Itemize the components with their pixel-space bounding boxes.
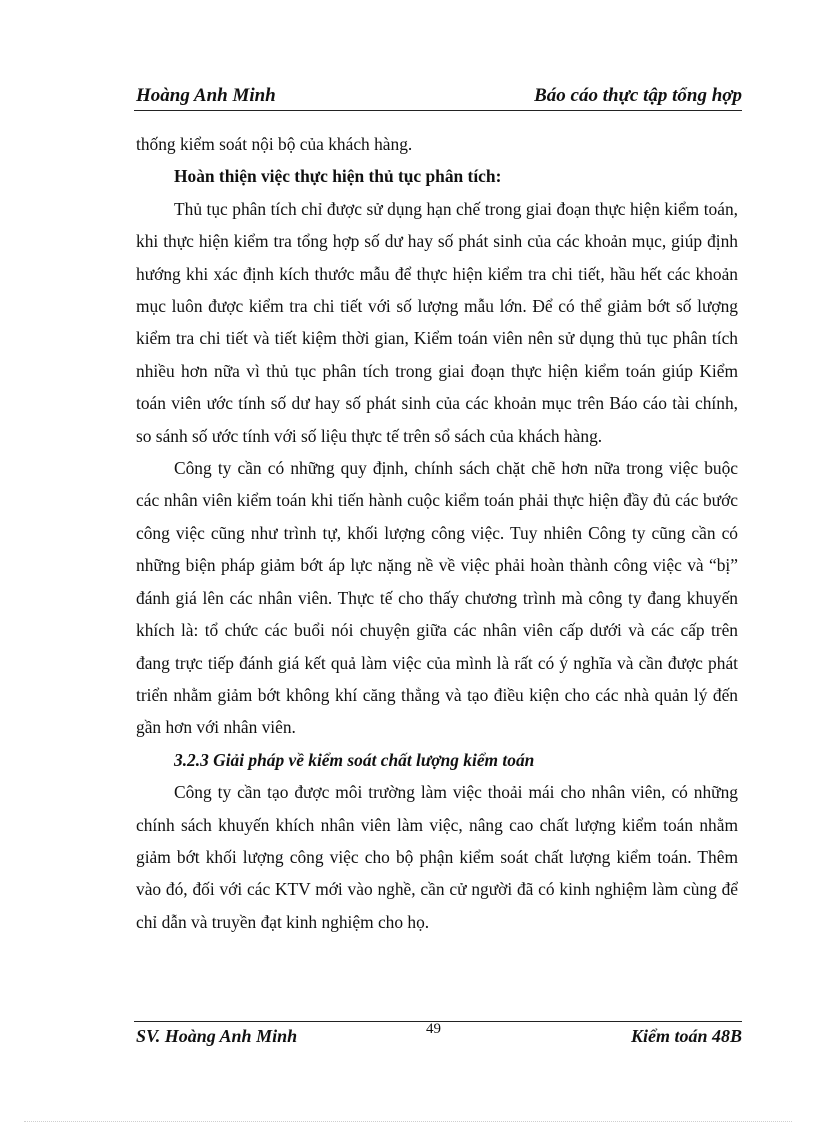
header-report-title: Báo cáo thực tập tổng hợp [534,85,742,106]
paragraph-continuation: thống kiểm soát nội bộ của khách hàng. [136,134,413,154]
page-header [134,80,742,111]
page-number: 49 [426,1021,441,1037]
paragraph-company-policies: Công ty cần có những quy định, chính sách chặt chẽ hơn nữa trong việc buộc các nhân viên kiểm toán khi tiến hành cuộc kiểm toán phải thực hiện đầy đủ các bước công việc cũng như trình tự, khối lượng công việc. Tuy nhiên Công ty cũng cần có những biện pháp giảm bớt áp lực nặng nề về việc phải hoàn thành công việc và “bị” đánh giá lên các nhân viên. Thực tế cho thấy chương trình mà công ty đang khuyến khích là: tổ chức các buổi nói chuyện giữa các nhân viên cấp dưới và các cấp trên đang trực tiếp đánh giá kết quả làm việc của mình là rất có ý nghĩa và cần được phát triển nhằm giảm bớt không khí căng thẳng và tạo điều kiện cho các nhà quản lý đến gần hơn với nhân viên. [136,458,738,738]
section-heading-analytical-procedures: Hoàn thiện việc thực hiện thủ tục phân tích: [174,166,502,187]
footer-class: Kiểm toán 48B [630,1026,742,1046]
page-footer [134,1021,742,1052]
paragraph-quality-control: Công ty cần tạo được môi trường làm việc thoải mái cho nhân viên, có những chính sách khuyến khích nhân viên làm việc, nâng cao chất lượng kiểm toán nhằm giảm bớt khối lượng công việc cho bộ phận kiểm soát chất lượng kiểm toán. Thêm vào đó, đối với các KTV mới vào nghề, cần cử người đã có kinh nghiệm làm cùng để chỉ dẫn và truyền đạt kinh nghiệm cho họ. [136,782,738,932]
paragraph-analytical-procedures: Thủ tục phân tích chỉ được sử dụng hạn chế trong giai đoạn thực hiện kiểm toán, khi thực hiện kiểm tra tổng hợp số dư hay số phát sinh của các khoản mục, giúp định hướng khi xác định kích thước mẫu để thực hiện kiểm tra chi tiết, hầu hết các khoản mục luôn được kiểm tra chi tiết với số lượng mẫu lớn. Để có thể giảm bớt số lượng kiểm tra chi tiết và tiết kiệm thời gian, Kiểm toán viên nên sử dụng thủ tục phân tích nhiều hơn nữa vì thủ tục phân tích trong giai đoạn thực hiện kiểm toán giúp Kiểm toán viên ước tính số dư hay số phát sinh của các khoản mục trên Báo cáo tài chính, so sánh số ước tính với số liệu thực tế trên sổ sách của khách hàng. [136,198,738,446]
page-bottom-dotted-divider [24,1121,792,1122]
page-content [136,128,738,938]
header-author: Hoàng Anh Minh [136,85,276,106]
footer-student: SV. Hoàng Anh Minh [136,1026,298,1046]
section-heading-quality-control: 3.2.3 Giải pháp về kiểm soát chất lượng kiểm toán [174,749,535,770]
